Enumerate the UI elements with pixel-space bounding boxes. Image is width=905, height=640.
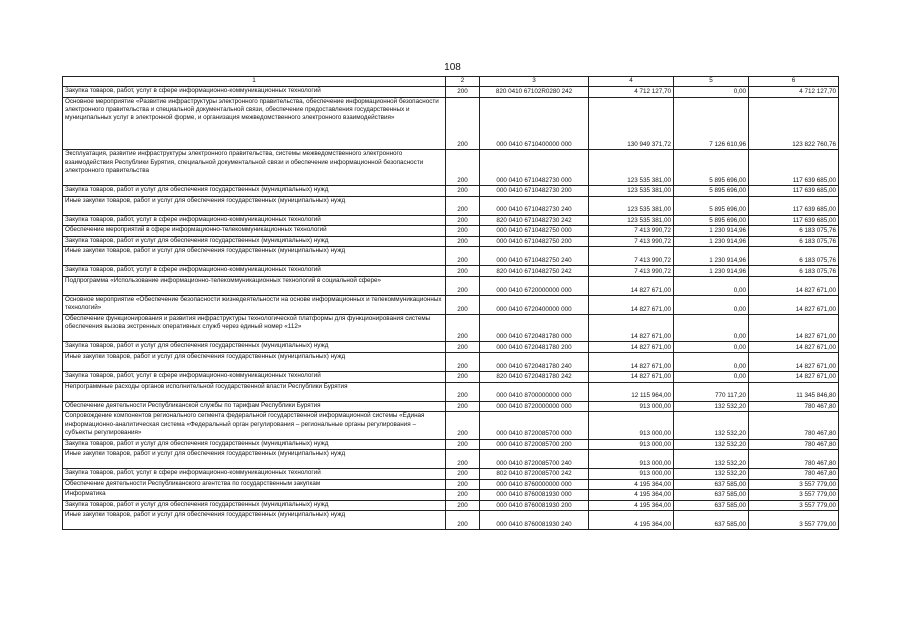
row-kbk-cell: 000 0410 6720481780 240 [480,352,589,371]
row-code-cell: 200 [446,352,480,371]
table-row [63,479,839,490]
table-row [63,412,839,439]
row-value-col5: 1 230 914,96 [674,247,749,266]
budget-table-body [63,77,839,530]
row-value-col4: 123 535 381,00 [589,196,674,215]
row-value-col4: 7 413 990,72 [589,236,674,247]
row-value-col4: 14 827 671,00 [589,295,674,314]
row-value-col5: 0,00 [674,342,749,353]
row-value-col4: 913 000,00 [589,439,674,450]
row-value-col5: 770 117,20 [674,382,749,401]
row-value-col6: 117 639 685,00 [749,150,839,186]
row-name-cell: Иные закупки товаров, работ и услуг для обеспечения государственных (муниципальных) нужд [63,450,446,469]
table-row [63,97,839,150]
row-code-cell: 200 [446,226,480,237]
row-value-col4: 14 827 671,00 [589,352,674,371]
row-value-col4: 14 827 671,00 [589,314,674,341]
row-value-col5: 0,00 [674,276,749,295]
row-value-col6: 780 467,80 [749,439,839,450]
row-kbk-cell: 802 0410 8720085700 242 [480,469,589,480]
row-value-col4: 4 712 127,70 [589,87,674,98]
row-value-col4: 913 000,00 [589,412,674,439]
row-code-cell: 200 [446,185,480,196]
row-code-cell: 200 [446,196,480,215]
table-row [63,226,839,237]
row-kbk-cell: 000 0410 6710482730 200 [480,185,589,196]
row-kbk-cell: 000 0410 6710400000 000 [480,97,589,150]
table-row [63,382,839,401]
row-value-col6: 14 827 671,00 [749,371,839,382]
row-value-col6: 4 712 127,70 [749,87,839,98]
row-name-cell: Обеспечение деятельности Республиканской службы по тарифам Республики Бурятия [63,401,446,412]
row-value-col4: 123 535 381,00 [589,215,674,226]
row-code-cell: 200 [446,469,480,480]
row-value-col5: 0,00 [674,314,749,341]
table-row [63,314,839,341]
row-value-col5: 0,00 [674,87,749,98]
table-row [63,87,839,98]
row-name-cell: Обеспечение функционирования и развития инфраструктуры технологической платформы для функционирования системы обеспечения вызова экстренных оперативных служб через единый номер «112» [63,314,446,341]
row-value-col5: 637 585,00 [674,511,749,530]
row-value-col4: 913 000,00 [589,469,674,480]
row-code-cell: 200 [446,450,480,469]
row-kbk-cell: 000 0410 8720085700 000 [480,412,589,439]
row-value-col4: 14 827 671,00 [589,342,674,353]
row-code-cell: 200 [446,511,480,530]
row-name-cell: Иные закупки товаров, работ и услуг для обеспечения государственных (муниципальных) нужд [63,196,446,215]
row-value-col5: 132 532,20 [674,401,749,412]
row-name-cell: Закупка товаров, работ, услуг в сфере информационно-коммуникационных технологий [63,469,446,480]
row-name-cell: Обеспечение мероприятий в сфере информационно-телекоммуникационных технологий [63,226,446,237]
row-code-cell: 200 [446,490,480,501]
row-value-col6: 3 557 779,00 [749,479,839,490]
row-value-col5: 132 532,20 [674,439,749,450]
header-cell-4: 4 [589,77,674,87]
row-code-cell: 200 [446,266,480,277]
row-value-col5: 637 585,00 [674,479,749,490]
row-kbk-cell: 000 0410 6710482730 240 [480,196,589,215]
row-value-col6: 3 557 779,00 [749,500,839,511]
row-value-col6: 14 827 671,00 [749,352,839,371]
budget-table [62,76,839,530]
row-value-col5: 0,00 [674,352,749,371]
row-code-cell: 200 [446,247,480,266]
row-code-cell: 200 [446,342,480,353]
row-name-cell: Закупка товаров, работ и услуг для обеспечения государственных (муниципальных) нужд [63,500,446,511]
row-name-cell: Непрограммные расходы органов исполнительной государственной власти Республики Бурятия [63,382,446,401]
row-name-cell: Сопровождение компонентов регионального сегмента федеральной государственной информационной системы «Единая информационно-аналитическая система «Федеральный орган регулирования – региональные органы регулирования – субъекты регулирования» [63,412,446,439]
row-name-cell: Закупка товаров, работ и услуг для обеспечения государственных (муниципальных) нужд [63,185,446,196]
row-kbk-cell: 820 0410 6710482730 242 [480,215,589,226]
row-kbk-cell: 000 0410 8720085700 200 [480,439,589,450]
row-value-col5: 0,00 [674,295,749,314]
row-value-col5: 5 895 696,00 [674,150,749,186]
row-kbk-cell: 000 0410 8760081930 000 [480,490,589,501]
row-name-cell: Иные закупки товаров, работ и услуг для обеспечения государственных (муниципальных) нужд [63,352,446,371]
row-value-col6: 14 827 671,00 [749,295,839,314]
row-name-cell: Закупка товаров, работ и услуг для обеспечения государственных (муниципальных) нужд [63,439,446,450]
row-value-col6: 6 183 075,76 [749,247,839,266]
row-value-col5: 0,00 [674,371,749,382]
row-value-col5: 5 895 696,00 [674,185,749,196]
table-row [63,450,839,469]
header-cell-5: 5 [674,77,749,87]
row-code-cell: 200 [446,412,480,439]
row-kbk-cell: 820 0410 6710482750 242 [480,266,589,277]
row-name-cell: Подпрограмма «Использование информационно-телекоммуникационных технологий в социальной сфере» [63,276,446,295]
row-kbk-cell: 820 0410 6720481780 242 [480,371,589,382]
row-code-cell: 200 [446,371,480,382]
row-kbk-cell: 000 0410 6710482750 200 [480,236,589,247]
row-kbk-cell: 000 0410 6710482730 000 [480,150,589,186]
row-value-col6: 780 467,80 [749,401,839,412]
table-row [63,490,839,501]
row-code-cell: 200 [446,276,480,295]
row-kbk-cell: 000 0410 6710482750 240 [480,247,589,266]
row-code-cell: 200 [446,479,480,490]
table-row [63,401,839,412]
row-value-col6: 123 822 760,76 [749,97,839,150]
row-value-col5: 132 532,20 [674,450,749,469]
row-name-cell: Закупка товаров, работ, услуг в сфере информационно-коммуникационных технологий [63,371,446,382]
row-value-col5: 5 895 696,00 [674,215,749,226]
row-code-cell: 200 [446,295,480,314]
row-value-col4: 913 000,00 [589,450,674,469]
row-value-col5: 637 585,00 [674,490,749,501]
row-code-cell: 200 [446,215,480,226]
header-cell-6: 6 [749,77,839,87]
row-value-col6: 780 467,80 [749,469,839,480]
row-value-col5: 1 230 914,96 [674,236,749,247]
table-row [63,469,839,480]
row-name-cell: Закупка товаров, работ, услуг в сфере информационно-коммуникационных технологий [63,266,446,277]
row-value-col6: 117 639 685,00 [749,185,839,196]
row-value-col4: 123 535 381,00 [589,150,674,186]
row-kbk-cell: 000 0410 8720000000 000 [480,401,589,412]
row-code-cell: 200 [446,314,480,341]
row-kbk-cell: 000 0410 8760000000 000 [480,479,589,490]
table-row [63,266,839,277]
row-name-cell: Информатика [63,490,446,501]
table-row [63,215,839,226]
row-name-cell: Иные закупки товаров, работ и услуг для обеспечения государственных (муниципальных) нужд [63,247,446,266]
row-name-cell: Обеспечение деятельности Республиканского агентства по государственным закупкам [63,479,446,490]
row-name-cell: Иные закупки товаров, работ и услуг для обеспечения государственных (муниципальных) нужд [63,511,446,530]
table-row [63,511,839,530]
row-code-cell: 200 [446,150,480,186]
row-value-col5: 1 230 914,96 [674,226,749,237]
row-kbk-cell: 000 0410 8720085700 240 [480,450,589,469]
table-row [63,342,839,353]
row-value-col6: 780 467,80 [749,412,839,439]
header-cell-1: 1 [63,77,446,87]
table-row [63,185,839,196]
row-value-col6: 6 183 075,76 [749,236,839,247]
header-row [63,77,839,87]
row-value-col4: 7 413 990,72 [589,247,674,266]
row-name-cell: Закупка товаров, работ и услуг для обеспечения государственных (муниципальных) нужд [63,236,446,247]
row-kbk-cell: 820 0410 67102R0280 242 [480,87,589,98]
row-value-col4: 123 535 381,00 [589,185,674,196]
row-value-col6: 6 183 075,76 [749,226,839,237]
row-name-cell: Основное мероприятие «Обеспечение безопасности жизнедеятельности на основе информационных и телекоммуникационных технологий» [63,295,446,314]
row-code-cell: 200 [446,236,480,247]
row-kbk-cell: 000 0410 6720000000 000 [480,276,589,295]
row-kbk-cell: 000 0410 8760081930 240 [480,511,589,530]
row-code-cell: 200 [446,500,480,511]
row-value-col6: 14 827 671,00 [749,342,839,353]
page-number: 108 [444,62,461,73]
header-cell-2: 2 [446,77,480,87]
row-name-cell: Эксплуатация, развитие инфраструктуры электронного правительства, системы межведомственного электронного взаимодействия Республики Бурятия, специальной документальной связи и обеспечение информационной безопасности электронного правительства [63,150,446,186]
row-value-col6: 11 345 846,80 [749,382,839,401]
row-value-col5: 1 230 914,96 [674,266,749,277]
table-row [63,295,839,314]
row-value-col5: 132 532,20 [674,412,749,439]
table-row [63,247,839,266]
row-name-cell: Закупка товаров, работ, услуг в сфере информационно-коммуникационных технологий [63,87,446,98]
row-code-cell: 200 [446,382,480,401]
row-kbk-cell: 000 0410 6710482750 000 [480,226,589,237]
table-row [63,150,839,186]
row-kbk-cell: 000 0410 6720400000 000 [480,295,589,314]
row-code-cell: 200 [446,401,480,412]
row-value-col6: 780 467,80 [749,450,839,469]
row-value-col4: 4 195 364,00 [589,490,674,501]
table-row [63,236,839,247]
row-value-col4: 130 949 371,72 [589,97,674,150]
row-code-cell: 200 [446,439,480,450]
row-value-col6: 14 827 671,00 [749,276,839,295]
row-value-col4: 7 413 990,72 [589,226,674,237]
row-value-col6: 14 827 671,00 [749,314,839,341]
row-value-col5: 132 532,20 [674,469,749,480]
row-kbk-cell: 000 0410 8760081930 200 [480,500,589,511]
table-row [63,500,839,511]
row-kbk-cell: 000 0410 6720481780 000 [480,314,589,341]
row-value-col4: 4 195 364,00 [589,479,674,490]
row-value-col4: 4 195 364,00 [589,500,674,511]
row-value-col4: 14 827 671,00 [589,371,674,382]
row-name-cell: Закупка товаров, работ, услуг в сфере информационно-коммуникационных технологий [63,215,446,226]
row-value-col4: 12 115 964,00 [589,382,674,401]
row-name-cell: Закупка товаров, работ и услуг для обеспечения государственных (муниципальных) нужд [63,342,446,353]
row-kbk-cell: 000 0410 8700000000 000 [480,382,589,401]
table-row [63,196,839,215]
header-cell-3: 3 [480,77,589,87]
row-kbk-cell: 000 0410 6720481780 200 [480,342,589,353]
row-value-col6: 3 557 779,00 [749,490,839,501]
row-value-col4: 913 000,00 [589,401,674,412]
row-value-col6: 6 183 075,76 [749,266,839,277]
table-row [63,276,839,295]
table-row [63,352,839,371]
row-name-cell: Основное мероприятие «Развитие инфраструктуры электронного правительства, обеспечение информационной безопасности электронного правительства и специальной документальной связи, обеспечение предоставления государственных и муниципальных услуг в электронной форме, и организация межведомственного электронного взаимодействия» [63,97,446,150]
row-value-col5: 637 585,00 [674,500,749,511]
row-code-cell: 200 [446,97,480,150]
table-row [63,371,839,382]
row-value-col6: 117 639 685,00 [749,196,839,215]
row-value-col6: 3 557 779,00 [749,511,839,530]
table-row [63,439,839,450]
row-value-col4: 4 195 364,00 [589,511,674,530]
row-code-cell: 200 [446,87,480,98]
row-value-col6: 117 639 685,00 [749,215,839,226]
row-value-col4: 7 413 990,72 [589,266,674,277]
row-value-col5: 7 126 610,96 [674,97,749,150]
row-value-col4: 14 827 671,00 [589,276,674,295]
row-value-col5: 5 895 696,00 [674,196,749,215]
